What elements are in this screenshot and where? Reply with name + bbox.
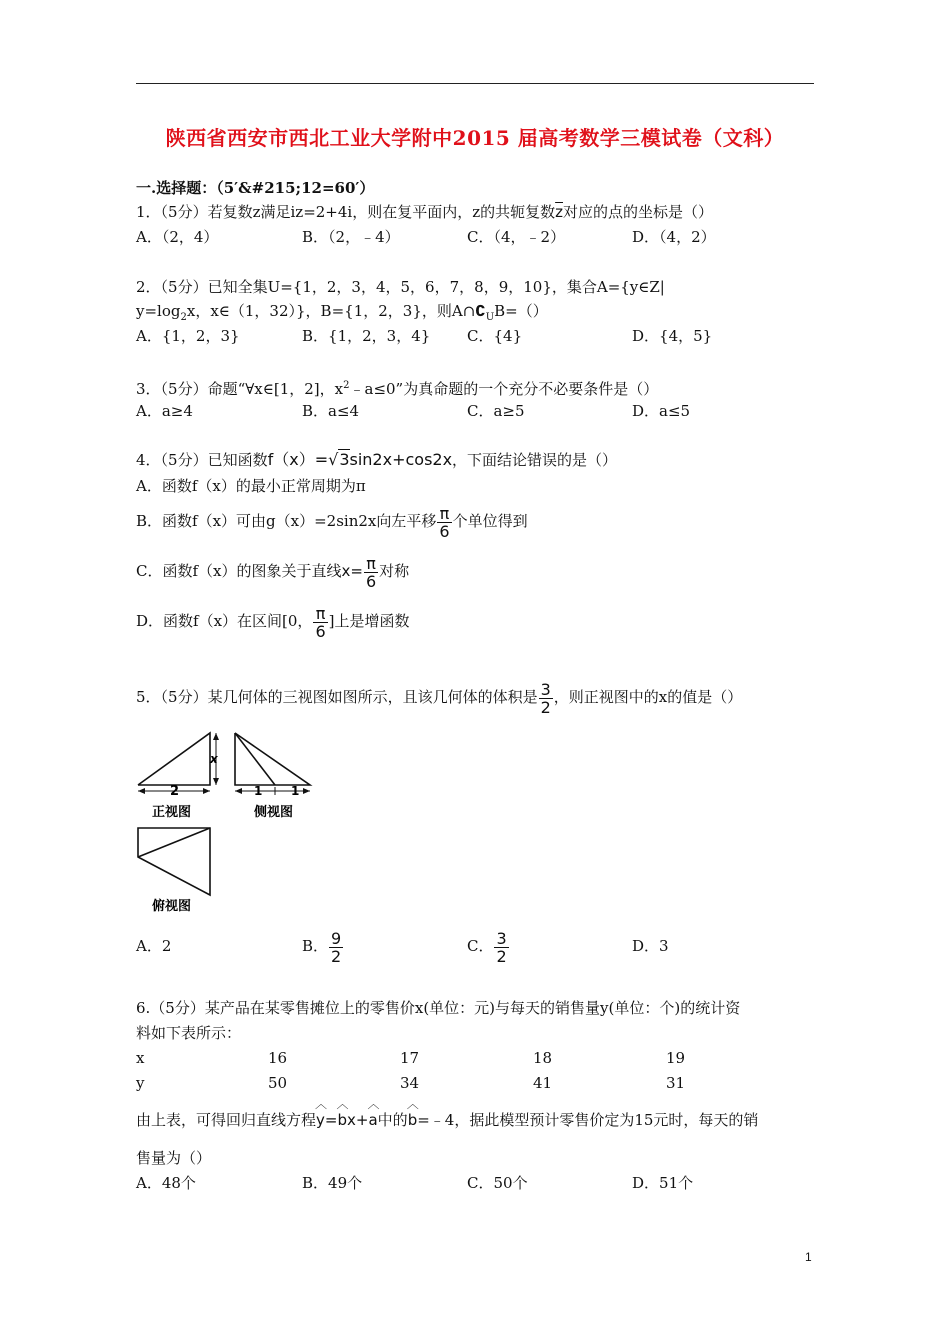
table-y-label: y — [136, 1074, 145, 1092]
question-2-option-b: B．{1，2，3，4} — [302, 327, 431, 345]
table-x-cell: 16 — [268, 1049, 288, 1067]
question-6-stem-line1: 6.（5分）某产品在某零售摊位上的零售价x(单位：元)与每天的销售量y(单位：个)的统计资 — [136, 999, 741, 1017]
question-3-option-a: A．a≥4 — [136, 402, 193, 420]
question-6-stem-line4: 售量为（） — [136, 1149, 212, 1167]
table-x-cell: 17 — [400, 1049, 420, 1067]
front-view-label: 正视图 — [152, 805, 192, 820]
side-view-label: 侧视图 — [254, 805, 294, 820]
question-4-option-a: A．函数f（x）的最小正常周期为π — [136, 477, 366, 495]
table-y-cell: 34 — [400, 1074, 420, 1092]
complement-symbol: ∁ — [475, 302, 486, 320]
question-4-stem: 4．（5分）已知函数f（x）=√3sin2x+cos2x，下面结论错误的是（） — [136, 450, 618, 469]
page-number: 1 — [805, 1250, 812, 1264]
question-4-option-d: D．函数f（x）在区间[0， $\frac{\pi}{6}$ ]上是增函数 — [136, 603, 410, 641]
question-1-option-d: D．（4，2） — [632, 228, 716, 246]
front-view-width-label: 2 — [170, 784, 180, 799]
header-rule — [136, 83, 814, 84]
question-5-stem: 5．（5分）某几何体的三视图如图所示，且该几何体的体积是 $\frac{3}{2}$ ，则正视图中的x的值是（） — [136, 679, 743, 717]
question-1-option-a: A．（2，4） — [136, 228, 219, 246]
section-heading: 一.选择题：（5′&#215;12=60′） — [136, 179, 375, 197]
question-5-option-d: D．3 — [632, 937, 669, 955]
question-2-option-d: D．{4，5} — [632, 327, 713, 345]
three-view-figure — [130, 725, 320, 915]
question-5-option-a: A．2 — [136, 937, 172, 955]
top-view-label: 俯视图 — [152, 899, 192, 914]
question-3-option-d: D．a≤5 — [632, 402, 691, 420]
question-6-stem-line3: 由上表，可得回归直线方程︿ y=︿ bx+︿ a中的︿ b=﹣4，据此模型预计零售价定为15元时，每天的销 — [136, 1110, 758, 1130]
question-4-option-c: C．函数f（x）的图象关于直线x= $\frac{\pi}{6}$ 对称 — [136, 553, 410, 591]
question-4-option-b: B．函数f（x）可由g（x）=2sin2x向左平移 $\frac{\pi}{6}$ 个单位得到 — [136, 503, 528, 541]
question-3-option-c: C．a≥5 — [467, 402, 525, 420]
question-1-stem: 1．（5分）若复数z满足iz=2+4i，则在复平面内，z的共轭复数$\overline{z}$对应的点的坐标是（） — [136, 203, 714, 221]
page-title: 陕西省西安市西北工业大学附中2015 届高考数学三模试卷（文科） — [165, 126, 785, 150]
question-6-option-b: B．49个 — [302, 1174, 363, 1192]
top-view — [138, 828, 210, 895]
question-2-stem-line1: 2．（5分）已知全集U={1，2，3，4，5，6，7，8，9，10}，集合A={y∈Z| — [136, 278, 665, 296]
question-6-option-d: D．51个 — [632, 1174, 694, 1192]
question-3-option-b: B．a≤4 — [302, 402, 360, 420]
front-view-x-label: x — [210, 752, 218, 766]
table-x-cell: 19 — [666, 1049, 686, 1067]
table-x-cell: 18 — [533, 1049, 553, 1067]
regression-equation: ︿ y=︿ bx+︿ a — [316, 1111, 378, 1129]
question-6-option-a: A．48个 — [136, 1174, 196, 1192]
question-6-option-c: C．50个 — [467, 1174, 528, 1192]
question-1-option-c: C．（4，﹣2） — [467, 228, 566, 246]
question-2-option-c: C．{4} — [467, 327, 523, 345]
table-x-label: x — [136, 1049, 145, 1067]
question-1-option-b: B．（2，﹣4） — [302, 228, 400, 246]
side-view-dim-right: 1 — [291, 784, 300, 798]
question-2-option-a: A．{1，2，3} — [136, 327, 240, 345]
table-y-cell: 41 — [533, 1074, 553, 1092]
question-2-stem-line2: $y=\log_2x$，x∈（1，32）}，B={1，2，3}，则$A\cap∁_UB=()$ — [136, 302, 548, 323]
function-definition: f（x）=√3sin2x+cos2x — [267, 450, 453, 469]
conjugate-z: $\overline{z}$ — [555, 203, 563, 221]
question-3-stem: 3．（5分）命题“∀x∈[1，2]，$x^2﹣a\le 0$”为真命题的一个充分不必要条件是（） — [136, 380, 659, 398]
question-6-stem-line2: 料如下表所示： — [136, 1024, 242, 1042]
table-y-cell: 50 — [268, 1074, 288, 1092]
side-view-dim-left: 1 — [254, 784, 263, 798]
question-5-option-b: B． $\frac{9}{2}$ — [302, 928, 342, 966]
table-y-cell: 31 — [666, 1074, 686, 1092]
question-5-option-c: C． $\frac{3}{2}$ — [467, 928, 507, 966]
